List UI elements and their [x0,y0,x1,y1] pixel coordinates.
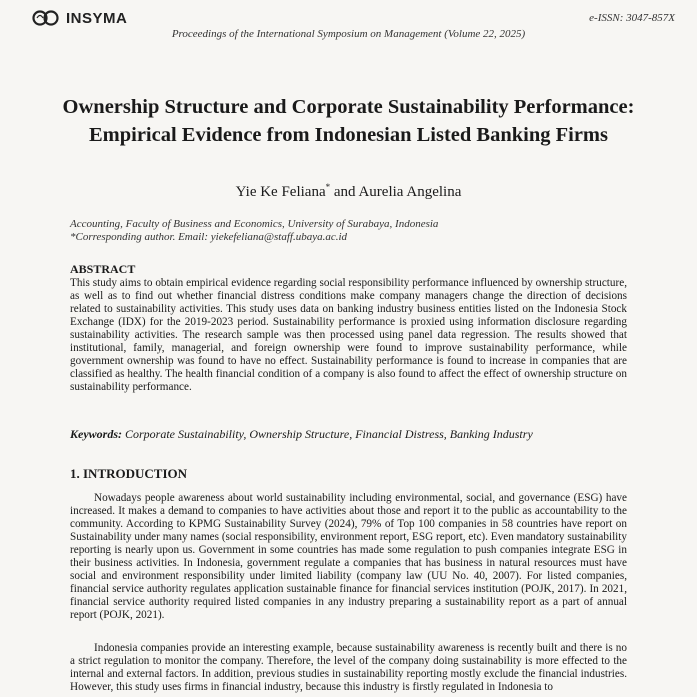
keywords [70,427,627,442]
affiliation-line: Accounting, Faculty of Business and Economics, University of Surabaya, Indonesia [70,218,439,230]
corresponding-author-mark: * [325,182,331,192]
corresponding-email-line: *Corresponding author. Email: yiekefeliana@staff.ubaya.ac.id [70,231,348,243]
insyma-logo-mark-icon [32,8,66,28]
paper-title: Ownership Structure and Corporate Sustainability Performance: Empirical Evidence from Indonesian Listed Banking Firms [62,96,635,146]
author-connector: and [330,184,359,200]
keywords-text: Corporate Sustainability, Ownership Structure, Financial Distress, Banking Industry [122,427,533,441]
author-name: Aurelia Angelina [358,184,462,200]
logo-text: INSYMA [66,9,128,27]
affiliation [70,218,438,244]
keywords-label: Keywords: [70,427,122,441]
authors [0,182,697,201]
proceedings-line: Proceedings of the International Symposium on Management (Volume 22, 2025) [171,28,526,40]
introduction-paragraph: Nowadays people awareness about world sustainability including environmental, social, and governance (ESG) have increased. It makes a demand to companies to have activities about those and report it to the public as accountability to the community. According to KPMG Sustainability Survey (2024), 79% of Top 100 companies in 58 countries have report on Sustainability under many names (social responsibility, environment report, ESG report, etc). Even mandatory sustainability reporting is nearly upon us. Government in some countries has made some regulation to push companies integrate ESG in their business activities. In Indonesia, government regulate a companies that has business in natural resources must have social and environment responsibility under limited liability (company law (UU No. 40, 2007). For listed companies, financial service authority regulates application sustainable finance for financial services institution (POJK, 2017). In 2021, financial service authority required listed companies in any industry preparing a sustainability report as a part of annual report (POJK, 2021). [70,492,627,621]
abstract-text: This study aims to obtain empirical evidence regarding social responsibility performance influenced by ownership structure, as well as to find out whether financial distress conditions make company managers change the direction of decisions related to sustainability activities. This study uses data on banking industry business entities listed on the Indonesia Stock Exchange (IDX) for the 2019-2023 period. Sustainability performance is proxied using information disclosure regarding sustainability activities. The research sample was then processed using panel data regression. The results showed that institutional, family, managerial, and foreign ownership were found to improve sustainability performance, while government ownership was found to have no effect. Sustainability performance is found to increase in companies that are classified as healthy. The health financial condition of a company is also found to affect the effect of ownership structure on sustainability performance. [70,277,627,393]
introduction-paragraph: Indonesia companies provide an interesting example, because sustainability awareness is recently built and there is no a strict regulation to monitor the company. Therefore, the level of the company doing sustainability is more effected to the internal and external factors. In addition, previous studies in sustainability reporting mostly exclude the financial industries. However, this study uses firms in financial industry, because this industry is firstly regulated in Indonesia to [70,642,627,693]
abstract-heading: ABSTRACT [70,262,136,276]
insyma-logo [32,8,127,28]
introduction-heading: 1. INTRODUCTION [70,466,188,481]
author-name: Yie Ke Feliana [235,184,326,200]
issn: e-ISSN: 3047-857X [589,12,675,24]
